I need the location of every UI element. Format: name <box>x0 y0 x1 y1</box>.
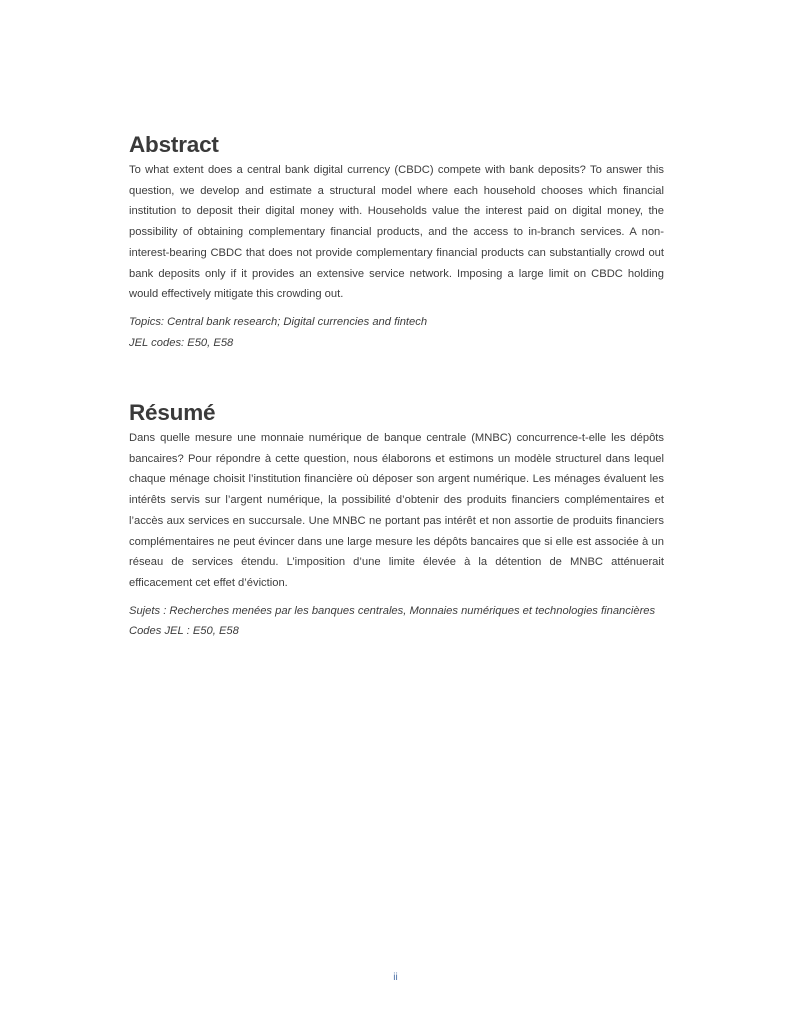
resume-jel-codes: Codes JEL : E50, E58 <box>129 625 239 638</box>
abstract-body: To what extent does a central bank digital currency (CBDC) compete with bank deposits? To answer this question, we develop and estimate a structural model where each household chooses which financial institution to deposit their digital money with. Households value the interest paid on digital money, the possibility of obtaining complementary financial products, and the access to in-branch services. A non-interest-bearing CBDC that does not provide complementary financial products can substantially crowd out bank deposits only if it provides an extensive service network. Imposing a large limit on CBDC holding would effectively mitigate this crowding out. <box>129 164 664 301</box>
abstract-heading: Abstract <box>129 132 219 157</box>
resume-section <box>129 400 664 642</box>
abstract-section <box>129 132 664 353</box>
resume-heading: Résumé <box>129 400 216 425</box>
resume-body: Dans quelle mesure une monnaie numérique de banque centrale (MNBC) concurrence-t-elle les dépôts bancaires? Pour répondre à cette question, nous élaborons et estimons un modèle structurel dans lequel chaque ménage choisit l’institution financière où déposer son argent numérique. Les ménages évaluent les intérêts servis sur l’argent numérique, la possibilité d’obtenir des produits financiers complémentaires et l’accès aux services en succursale. Une MNBC ne portant pas intérêt et non assortie de produits financiers complémentaires ne peut évincer dans une large mesure les dépôts bancaires que si elle est associée à un réseau de services étendu. L’imposition d’une limite élevée à la détention de MNBC atténuerait efficacement cet effet d’éviction. <box>129 432 664 589</box>
abstract-topics: Topics: Central bank research; Digital currencies and fintech <box>129 315 428 328</box>
resume-topics: Sujets : Recherches menées par les banques centrales, Monnaies numériques et technologies financières <box>129 604 656 617</box>
page-number: ii <box>393 972 398 983</box>
abstract-jel-codes: JEL codes: E50, E58 <box>129 336 234 349</box>
resume-meta <box>129 601 664 642</box>
abstract-meta <box>129 312 664 353</box>
